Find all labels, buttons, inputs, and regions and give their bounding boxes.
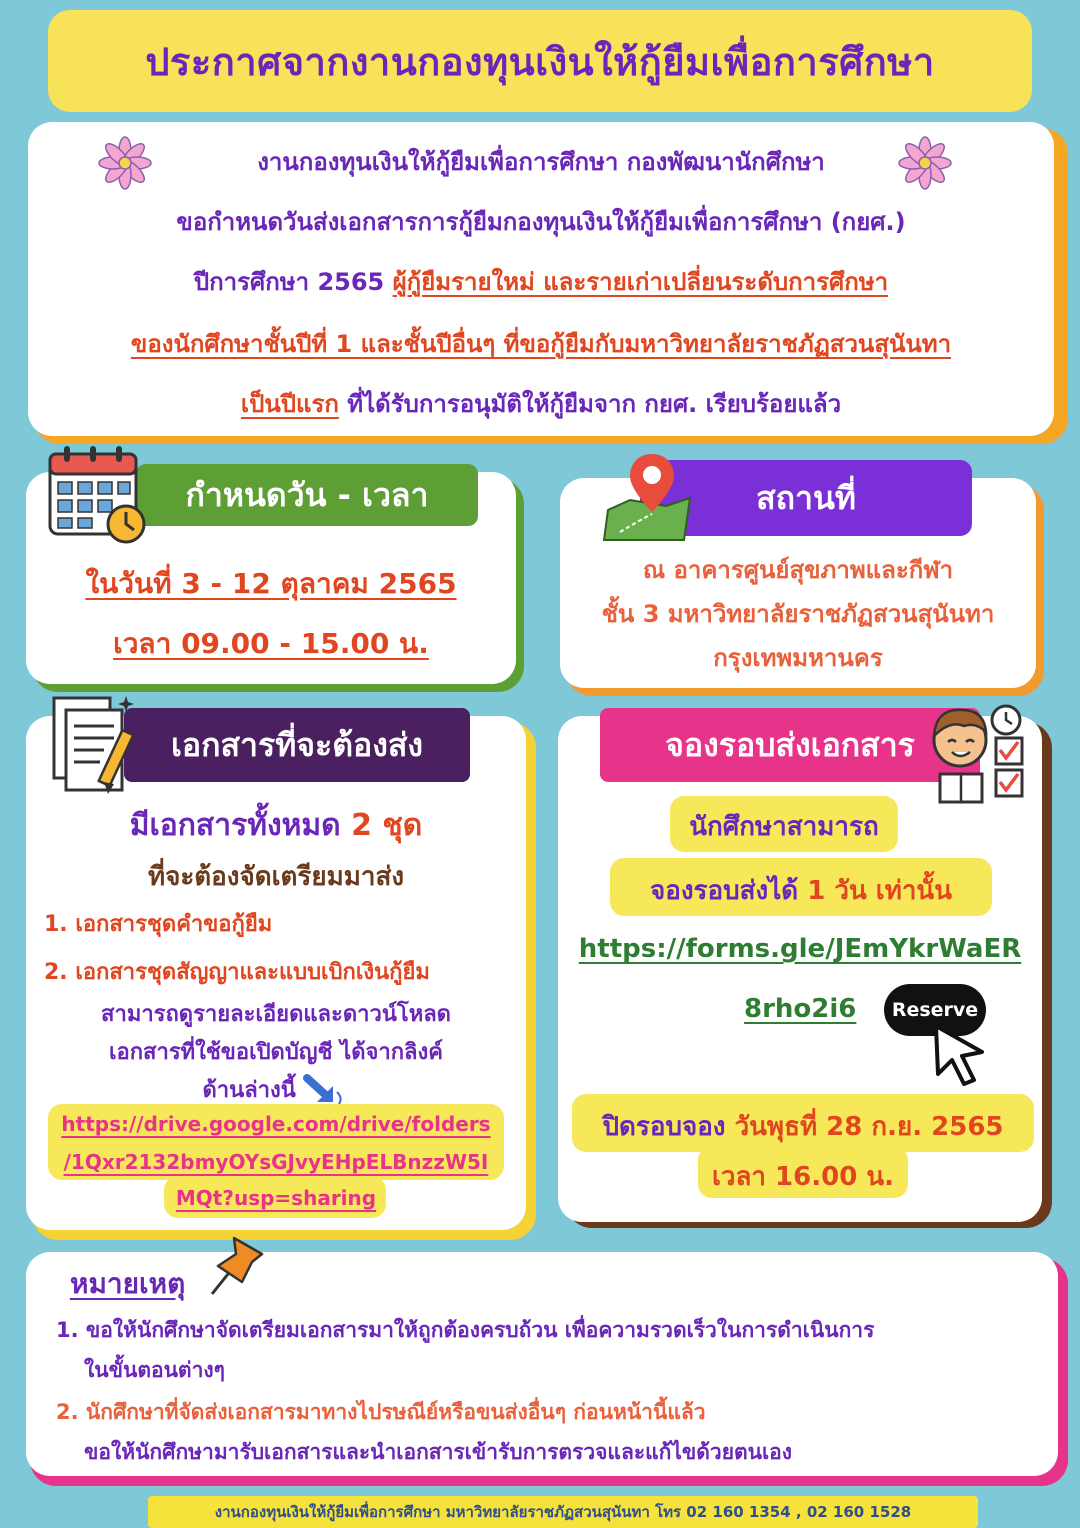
remarks-item-2-cont: ขอให้นักศึกษามารับเอกสารและนำเอกสารเข้ารับการตรวจและแก้ไขด้วยตนเอง [84,1440,793,1464]
drive-link-line-3[interactable]: MQt?usp=sharing [175,1186,377,1210]
page-title: ประกาศจากงานกองทุนเงินให้กู้ยืมเพื่อการศึกษา [48,10,1032,112]
booking-line-2-b: 1 วัน เท่านั้น [807,876,952,906]
intro-first-year: เป็นปีแรก [240,390,339,418]
booking-close-date: วันพุธที่ 28 ก.ย. 2565 [734,1112,1004,1142]
intro-approved: ที่ได้รับการอนุมัติให้กู้ยืมจาก กยศ. เรียบร้อยแล้ว [338,390,842,418]
place-line-1: ณ อาคารศูนย์สุขภาพและกีฬา [642,556,954,584]
remarks-item-2: 2. นักศึกษาที่จัดส่งเอกสารมาทางไปรษณีย์หรือขนส่งอื่นๆ ก่อนหน้านี้แล้ว [56,1400,706,1424]
place-line-3: กรุงเทพมหานคร [713,644,883,672]
pushpin-icon [206,1232,268,1298]
documents-total [26,802,526,849]
booking-line-2-a: จองรอบส่งได้ [650,876,808,906]
calendar-icon [46,444,150,548]
intro-year: ปีการศึกษา 2565 [193,268,393,296]
documents-note-3-text: ด้านล่างนี้ [202,1078,296,1103]
drive-link-line-2[interactable]: /1Qxr2132bmyOYsGJvyEHpELBnzzW5I [63,1150,489,1174]
remarks-item-1-cont: ในขั้นตอนต่างๆ [84,1358,225,1382]
documents-item-2: 2. เอกสารชุดสัญญาและแบบเบิกเงินกู้ยืม [44,960,430,985]
documents-total-label: มีเอกสารทั้งหมด [129,808,352,843]
document-pencil-icon [44,690,140,802]
booking-line-2 [610,870,992,911]
booking-line-1: นักศึกษาสามารถ [689,812,879,842]
datetime-heading: กำหนดวัน - เวลา [136,464,478,526]
intro-line-2: ขอกำหนดวันส่งเอกสารการกู้ยืมกองทุนเงินให้กู้ยืมเพื่อการศึกษา (กยศ.) [176,208,906,236]
map-pin-icon [600,450,696,546]
intro-line-1: งานกองทุนเงินให้กู้ยืมเพื่อการศึกษา กองพัฒนานักศึกษา [257,148,825,176]
booking-close-time: เวลา 16.00 น. [711,1162,894,1192]
booking-close [572,1106,1034,1147]
documents-heading: เอกสารที่จะต้องส่ง [124,708,470,782]
documents-note-1: สามารถดูรายละเอียดและดาวน์โหลด [101,1002,451,1027]
place-line-2: ชั้น 3 มหาวิทยาลัยราชภัฏสวนสุนันทา [601,600,995,628]
remarks-item-1: 1. ขอให้นักศึกษาจัดเตรียมเอกสารมาให้ถูกต้องครบถ้วน เพื่อความรวดเร็วในการดำเนินการ [56,1318,875,1342]
intro-line-4: ของนักศึกษาชั้นปีที่ 1 และชั้นปีอื่นๆ ที่ขอกู้ยืมกับมหาวิทยาลัยราชภัฏสวนสุนันทา [130,330,952,358]
booking-link-line-2[interactable]: 8rho2i6 [744,994,857,1024]
booking-close-label: ปิดรอบจอง [602,1112,735,1142]
cursor-icon [930,1022,990,1088]
place-heading: สถานที่ [640,460,972,536]
student-checklist-icon [920,696,1032,808]
documents-total-count: 2 ชุด [351,808,423,843]
datetime-date: ในวันที่ 3 - 12 ตุลาคม 2565 [85,567,457,600]
booking-heading: จองรอบส่งเอกสาร [600,708,980,782]
documents-note-3 [26,1072,526,1108]
intro-line-3 [28,262,1054,301]
reserve-button[interactable]: Reserve [884,984,986,1036]
footer-contact: งานกองทุนเงินให้กู้ยืมเพื่อการศึกษา มหาวิทยาลัยราชภัฏสวนสุนันทา โทร 02 160 1354 , 02 160 1528 [148,1496,978,1528]
remarks-card [26,1252,1058,1476]
intro-line-5 [28,384,1054,423]
intro-card [28,122,1054,436]
documents-item-1: 1. เอกสารชุดคำขอกู้ยืม [44,912,273,937]
documents-prepare: ที่จะต้องจัดเตรียมมาส่ง [147,862,405,892]
booking-link-line-1[interactable]: https://forms.gle/JEmYkrWaER [578,934,1022,964]
remarks-heading: หมายเหตุ [70,1267,186,1300]
documents-note-2: เอกสารที่ใช้ขอเปิดบัญชี ได้จากลิงค์ [108,1040,443,1065]
intro-borrower-type: ผู้กู้ยืมรายใหม่ และรายเก่าเปลี่ยนระดับการศึกษา [392,268,889,296]
arrow-down-icon [303,1074,349,1108]
drive-link-line-1[interactable]: https://drive.google.com/drive/folders [61,1112,491,1136]
datetime-time: เวลา 09.00 - 15.00 น. [113,627,429,660]
